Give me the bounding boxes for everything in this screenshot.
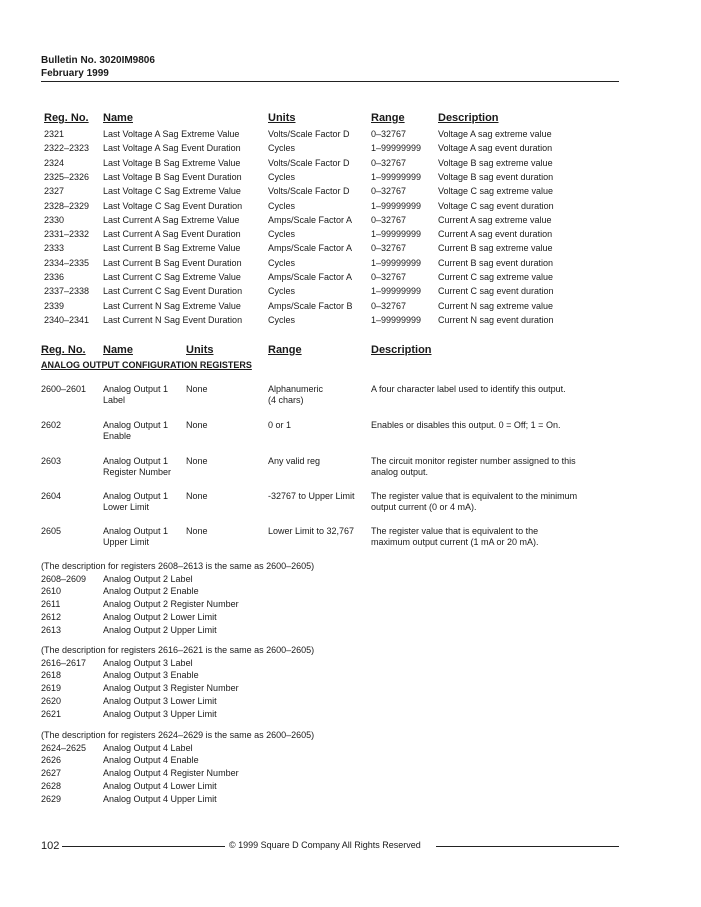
group-row-reg: 2619 (41, 683, 62, 694)
table1-cell: Amps/Scale Factor A (268, 272, 353, 282)
table2-column-header: Description (371, 344, 432, 356)
table1-cell: Current N sag extreme value (438, 300, 554, 311)
entry-description: Enables or disables this output. 0 = Off; 1 = On. (371, 420, 561, 430)
table2-column-header: Name (103, 344, 133, 356)
table1-column-header: Reg. No. (44, 112, 89, 124)
table1-cell: Amps/Scale Factor B (268, 300, 353, 311)
entry-units: None (186, 420, 208, 430)
table1-cell: 2337–2338 (44, 286, 90, 297)
group-row-reg: 2624–2625 (41, 742, 87, 753)
table1-cell: Voltage C sag extreme value (438, 186, 554, 197)
entry-description: The register value that is equivalent to the minimum (371, 491, 578, 501)
table1-cell: Last Current C Sag Extreme Value (103, 272, 241, 282)
entry-description: The circuit monitor register number assigned to this (371, 456, 576, 466)
table1-cell: 2322–2323 (44, 143, 90, 154)
entry-units: None (186, 384, 208, 394)
table1-cell: Voltage A sag extreme value (438, 129, 552, 139)
entry-description: A four character label used to identify this output. (371, 384, 566, 394)
entry-units: None (186, 491, 208, 501)
table1-cell: Cycles (268, 257, 296, 268)
table1-cell: Amps/Scale Factor A (268, 243, 353, 254)
group-row-name: Analog Output 4 Register Number (103, 768, 239, 779)
table1-cell: 2339 (44, 300, 65, 311)
group-row-name: Analog Output 4 Enable (103, 755, 199, 766)
entry-reg: 2602 (41, 420, 62, 430)
entry-range: Alphanumeric (268, 384, 324, 394)
table1-cell: Cycles (268, 200, 296, 211)
entry-reg: 2604 (41, 491, 62, 501)
table1-cell: 1–99999999 (371, 143, 422, 154)
table1-cell: 2321 (44, 129, 65, 139)
entry-name-line2: Register Number (103, 467, 172, 477)
table1-column-header: Range (371, 112, 405, 124)
table1-cell: Current A sag extreme value (438, 214, 552, 225)
entry-range-line2: (4 chars) (268, 395, 304, 405)
table1-cell: 2328–2329 (44, 200, 90, 211)
table1-cell: Last Current B Sag Extreme Value (103, 243, 241, 254)
entry-description-line2: analog output. (371, 467, 429, 477)
table1-cell: Volts/Scale Factor D (268, 186, 350, 197)
entry-units: None (186, 526, 208, 536)
entry-range: Any valid reg (268, 456, 321, 466)
table1-cell: Last Voltage A Sag Extreme Value (103, 129, 240, 139)
table1-column-header: Name (103, 112, 133, 124)
entry-range: Lower Limit to 32,767 (268, 526, 355, 536)
entry-name: Analog Output 1 (103, 526, 169, 536)
copyright-notice: © 1999 Square D Company All Rights Reserved (229, 840, 421, 850)
table1-cell: Volts/Scale Factor D (268, 129, 350, 139)
group-row-reg: 2618 (41, 670, 62, 681)
group-row-name: Analog Output 2 Label (103, 573, 193, 584)
table1-cell: Current C sag event duration (438, 286, 554, 297)
group-row-name: Analog Output 2 Register Number (103, 599, 239, 610)
group-row-reg: 2611 (41, 599, 61, 610)
table1-cell: Last Current N Sag Extreme Value (103, 300, 241, 311)
group-row-name: Analog Output 4 Label (103, 742, 193, 753)
table1-cell: 2333 (44, 243, 65, 254)
table1-cell: 1–99999999 (371, 171, 422, 182)
entry-name-line2: Lower Limit (103, 502, 150, 512)
table1-column-header: Description (438, 112, 499, 124)
entry-name: Analog Output 1 (103, 420, 169, 430)
table1-cell: Cycles (268, 143, 296, 154)
group-row-name: Analog Output 3 Enable (103, 670, 199, 681)
table1-cell: 1–99999999 (371, 286, 422, 297)
group-row-reg: 2608–2609 (41, 573, 87, 584)
table1-cell: 0–32767 (371, 300, 407, 311)
entry-name: Analog Output 1 (103, 384, 169, 394)
table1-cell: Current N sag event duration (438, 314, 554, 325)
entry-reg: 2605 (41, 526, 62, 536)
table2-column-header: Reg. No. (41, 344, 86, 356)
table1-cell: Last Voltage C Sag Event Duration (103, 200, 243, 211)
table1-cell: Last Current A Sag Event Duration (103, 229, 241, 240)
group-note: (The description for registers 2624–2629 is the same as 2600–2605) (41, 730, 315, 740)
group-row-reg: 2621 (41, 708, 62, 719)
table1-cell: Last Voltage B Sag Extreme Value (103, 157, 241, 168)
entry-name: Analog Output 1 (103, 491, 169, 501)
entry-name: Analog Output 1 (103, 456, 169, 466)
table1-cell: Cycles (268, 171, 296, 182)
group-row-reg: 2610 (41, 586, 62, 597)
table1-cell: Current C sag extreme value (438, 272, 554, 282)
table1-cell: Last Voltage B Sag Event Duration (103, 171, 242, 182)
table1-cell: Current B sag event duration (438, 257, 554, 268)
table1-cell: Cycles (268, 229, 296, 240)
entry-name-line2: Label (103, 395, 126, 405)
entry-range: -32767 to Upper Limit (268, 491, 355, 501)
table2-column-header: Units (186, 344, 214, 356)
table1-column-header: Units (268, 112, 296, 124)
table1-cell: Current B sag extreme value (438, 243, 553, 254)
table1-cell: Last Current A Sag Extreme Value (103, 214, 240, 225)
entry-description-line2: maximum output current (1 mA or 20 mA). (371, 537, 539, 547)
footer-rule-left (62, 846, 225, 847)
group-row-name: Analog Output 2 Lower Limit (103, 611, 217, 622)
entry-name-line2: Upper Limit (103, 537, 150, 547)
entry-reg: 2603 (41, 456, 62, 466)
table1-cell: Cycles (268, 286, 296, 297)
table1-cell: 2331–2332 (44, 229, 90, 240)
group-note: (The description for registers 2608–2613 is the same as 2600–2605) (41, 561, 315, 571)
table1-cell: Voltage C sag event duration (438, 200, 554, 211)
table1-cell: Cycles (268, 314, 296, 325)
table1-cell: 1–99999999 (371, 257, 422, 268)
header-rule (41, 81, 619, 82)
entry-range: 0 or 1 (268, 420, 292, 430)
bulletin-number: Bulletin No. 3020IM9806 (41, 55, 155, 66)
group-row-reg: 2629 (41, 793, 62, 804)
table1-cell: Last Voltage A Sag Event Duration (103, 143, 241, 154)
group-row-name: Analog Output 2 Upper Limit (103, 624, 217, 635)
group-row-reg: 2628 (41, 780, 62, 791)
table1-cell: 1–99999999 (371, 314, 422, 325)
group-row-name: Analog Output 3 Upper Limit (103, 708, 217, 719)
group-row-reg: 2620 (41, 695, 62, 706)
group-row-name: Analog Output 3 Lower Limit (103, 695, 217, 706)
table1-cell: 0–32767 (371, 272, 407, 282)
group-row-reg: 2613 (41, 624, 62, 635)
group-row-reg: 2626 (41, 755, 62, 766)
entry-reg: 2600–2601 (41, 384, 87, 394)
section-title: ANALOG OUTPUT CONFIGURATION REGISTERS (41, 360, 252, 370)
entry-name-line2: Enable (103, 431, 132, 441)
table1-cell: 0–32767 (371, 186, 407, 197)
table1-cell: Volts/Scale Factor D (268, 157, 350, 168)
table1-cell: 2327 (44, 186, 65, 197)
entry-description-line2: output current (0 or 4 mA). (371, 502, 477, 512)
group-note: (The description for registers 2616–2621 is the same as 2600–2605) (41, 645, 315, 655)
table1-cell: 1–99999999 (371, 200, 422, 211)
table1-cell: Voltage A sag event duration (438, 143, 553, 154)
table1-cell: 0–32767 (371, 157, 407, 168)
table1-cell: 0–32767 (371, 214, 407, 225)
table2-column-header: Range (268, 344, 302, 356)
table1-cell: 2325–2326 (44, 171, 90, 182)
table1-cell: Current A sag event duration (438, 229, 553, 240)
table1-cell: 0–32767 (371, 129, 407, 139)
table1-cell: 1–99999999 (371, 229, 422, 240)
group-row-name: Analog Output 4 Upper Limit (103, 793, 217, 804)
table1-cell: Amps/Scale Factor A (268, 214, 353, 225)
bulletin-date: February 1999 (41, 68, 109, 79)
group-row-reg: 2627 (41, 768, 62, 779)
table1-cell: Last Current N Sag Event Duration (103, 314, 243, 325)
table1-cell: Voltage B sag extreme value (438, 157, 553, 168)
group-row-name: Analog Output 4 Lower Limit (103, 780, 217, 791)
footer-rule-right (436, 846, 619, 847)
group-row-name: Analog Output 3 Register Number (103, 683, 239, 694)
table1-cell: 0–32767 (371, 243, 407, 254)
table1-cell: Last Current B Sag Event Duration (103, 257, 242, 268)
table1-cell: Last Voltage C Sag Extreme Value (103, 186, 241, 197)
table1-cell: Voltage B sag event duration (438, 171, 554, 182)
table1-cell: 2336 (44, 272, 65, 282)
entry-units: None (186, 456, 208, 466)
table1-cell: 2340–2341 (44, 314, 90, 325)
table1-cell: Last Current C Sag Event Duration (103, 286, 243, 297)
group-row-reg: 2612 (41, 611, 62, 622)
table1-cell: 2324 (44, 157, 65, 168)
entry-description: The register value that is equivalent to the (371, 526, 539, 536)
page-number: 102 (41, 840, 60, 852)
table1-cell: 2334–2335 (44, 257, 90, 268)
group-row-reg: 2616–2617 (41, 657, 87, 668)
group-row-name: Analog Output 2 Enable (103, 586, 199, 597)
table1-cell: 2330 (44, 214, 65, 225)
group-row-name: Analog Output 3 Label (103, 657, 193, 668)
